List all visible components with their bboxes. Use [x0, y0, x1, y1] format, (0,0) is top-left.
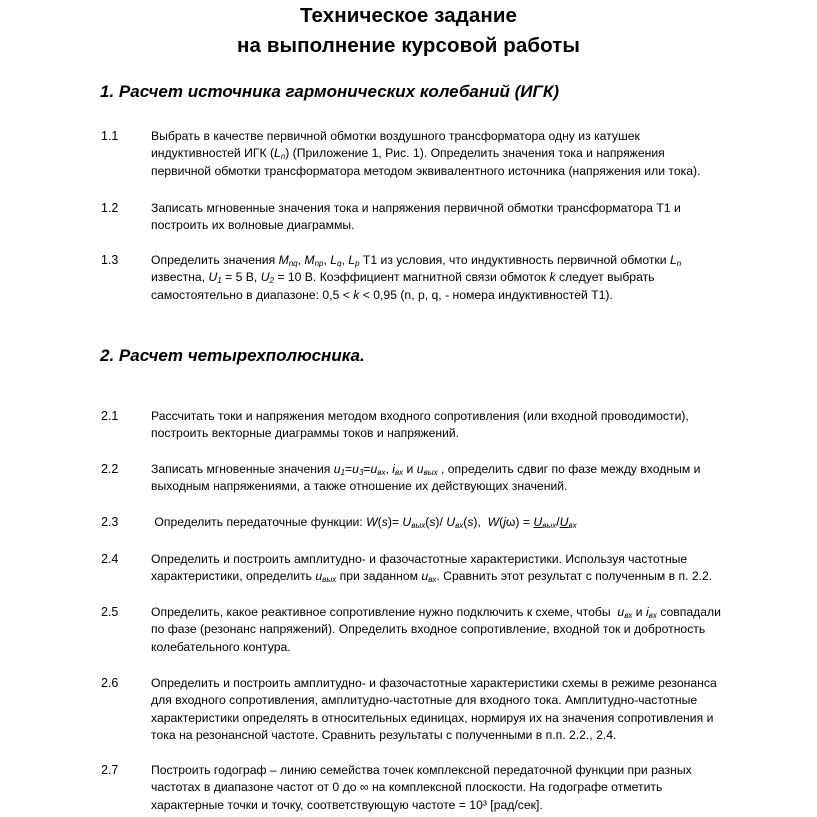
item-text [151, 252, 771, 304]
item-line: Построить годограф – линию семейства точек комплексной передаточной функции при разных [151, 763, 692, 777]
section-heading-1: 1. Расчет источника гармонических колебаний (ИГК) [100, 82, 560, 101]
item-line: самостоятельно в диапазоне: 0,5 < k < 0,95 (n, p, q, - номера индуктивностей Т1). [151, 287, 613, 302]
item-text [151, 128, 771, 180]
item-number: 2.7 [101, 763, 119, 777]
document-title: Техническое задание [299, 4, 518, 27]
item-line: Определить и построить амплитудно- и фазочастотные характеристики. Используя частотные [151, 552, 688, 566]
item-text [151, 551, 771, 586]
item-line: Определить значения $M_{nq}$, $M_{np}$, $L_q$, $L_p$ Т1 из условия, что индуктивность первичной обмотки $L_n$ [151, 253, 682, 268]
item-line: по фазе (резонанс напряжений). Определить входное сопротивление, входной ток и добротность [151, 622, 706, 637]
item-line: индуктивностей ИГК $(L_n)$ (Приложение 1, Рис. 1). Определить значения тока и напряжения [151, 146, 665, 162]
item-line: тока на резонансной частоте. Сравнить результаты с полученными в п.п. 2.2., 2.4. [151, 728, 617, 743]
item-line: характеристики определять в относительных единицах, нормируя их на значения сопротивления и [151, 710, 714, 725]
item-line: характеристики, определить $u_{вых}$ при заданном $u_{вх}$. Сравнить этот результат с полученным в п. 2.2. [151, 569, 713, 585]
item-line: для входного сопротивления, амплитудно-частотные для входного тока. Амплитудно-частотные [151, 693, 698, 708]
item-text [151, 675, 771, 745]
item-line: Выбрать в качестве первичной обмотки воздушного трансформатора одну из катушек [151, 129, 640, 143]
item-number: 1.2 [101, 201, 119, 215]
item-number: 2.3 [101, 515, 119, 529]
item-line: колебательного контура. [151, 639, 291, 654]
item-number: 1.1 [101, 129, 119, 143]
document-subtitle: на выполнение курсовой работы [237, 34, 580, 57]
item-line: выходным напряжениями, а также отношение их действующих значений. [151, 479, 568, 494]
item-line: Определить передаточные функции: $W(s)= U_{вых}(s)/$ $U_{вх}(s)$, $W(j\omega) = U_{вых}/U_{вх}$ [151, 515, 577, 530]
item-line: Рассчитать токи и напряжения методом входного сопротивления (или входной проводимости), [151, 409, 689, 423]
item-number: 1.3 [101, 253, 119, 267]
item-line: характерные точки и точку, соответствующую частоте = 10³ [рад/сек]. [151, 797, 543, 812]
item-line: частотах в диапазоне частот от 0 до ∞ на комплексной плоскости. На годографе отметить [151, 780, 663, 795]
item-number: 2.6 [101, 676, 119, 690]
item-number: 2.1 [101, 409, 119, 423]
item-text [151, 461, 771, 496]
item-line: Записать мгновенные значения $u_1=u_3=u_{вх}$, $i_{вх}$ и $u_{вых}$ , определить сдвиг по фазе между входным и [151, 462, 701, 477]
item-line: Определить, какое реактивное сопротивление нужно подключить к схеме, чтобы $u_{вх}$ и $i_{вх}$ совпадали [151, 605, 721, 620]
item-line: известна, $U_1 = 5$ В, $U_2 = 10$ В. Коэффициент магнитной связи обмоток k следует выбрать [151, 270, 655, 286]
item-text [151, 200, 771, 235]
item-text [151, 408, 771, 443]
item-line: построить векторные диаграммы токов и напряжений. [151, 426, 460, 441]
item-line: построить их волновые диаграммы. [151, 218, 355, 233]
item-number: 2.2 [101, 462, 119, 476]
item-line: первичной обмотки трансформатора методом эквивалентного источника (напряжения или тока). [151, 163, 701, 178]
item-number: 2.5 [101, 605, 119, 619]
item-text [151, 762, 771, 814]
section-heading-2: 2. Расчет четырехполюсника. [100, 346, 365, 365]
item-text [151, 514, 771, 531]
item-line: Записать мгновенные значения тока и напряжения первичной обмотки трансформатора Т1 и [151, 201, 681, 215]
item-number: 2.4 [101, 552, 119, 566]
item-line: Определить и построить амплитудно- и фазочастотные характеристики схемы в режиме резонанса [151, 676, 717, 690]
item-text [151, 604, 771, 656]
